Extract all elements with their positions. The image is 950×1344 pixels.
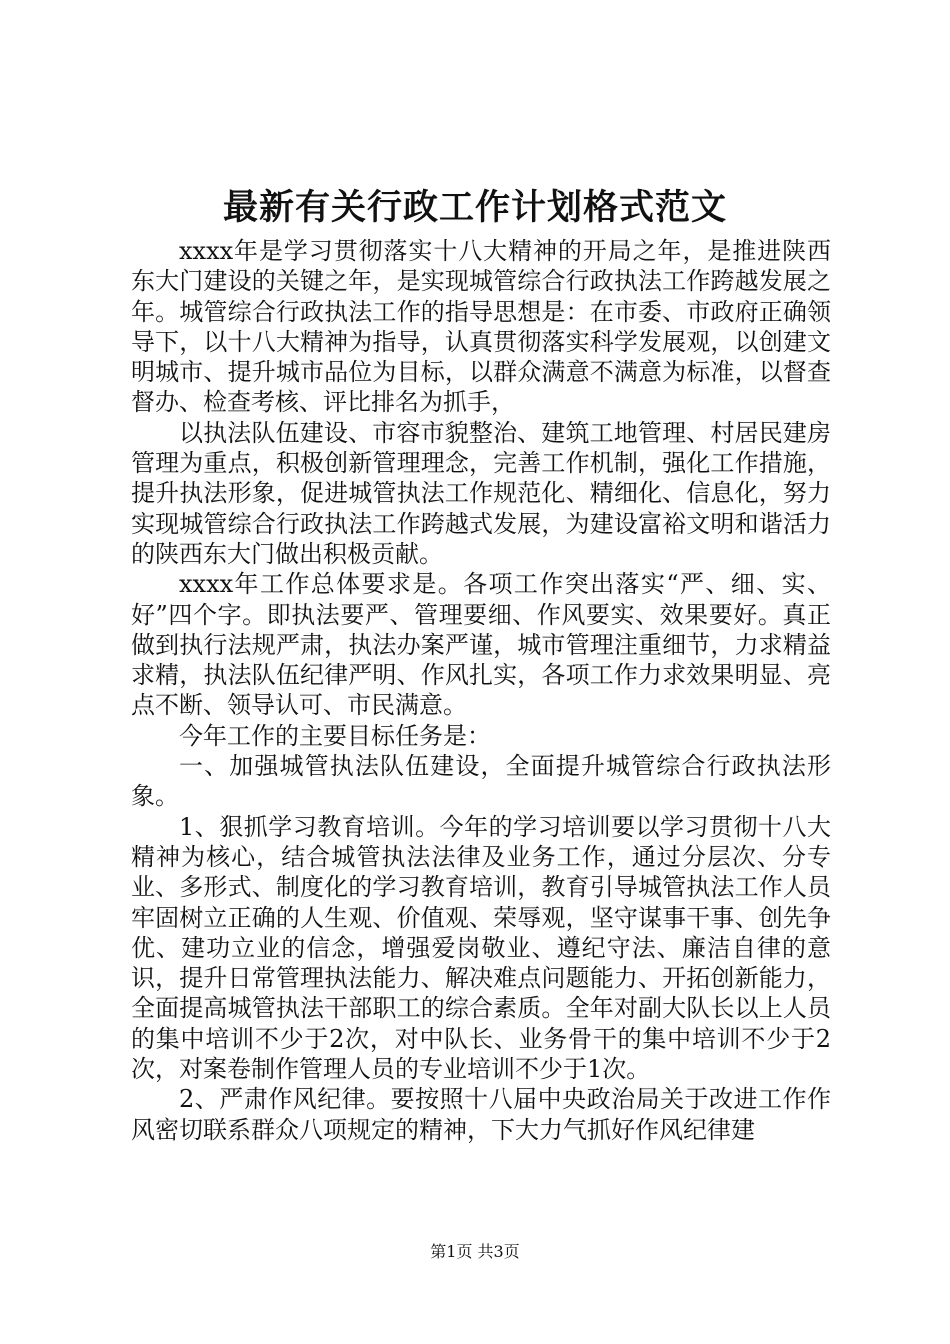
paragraph: 以执法队伍建设、市容市貌整治、建筑工地管理、村居民建房管理为重点，积极创新管理理念，完善工作机制，强化工作措施，提升执法形象，促进城管执法工作规范化、精细化、信息化，努力实现城管综合行政执法工作跨越式发展，为建设富裕文明和谐活力的陕西东大门做出积极贡献。 [131, 418, 831, 568]
paragraph: 今年工作的主要目标任务是： [179, 721, 491, 750]
paragraph: 2、严肃作风纪律。要按照十八届中央政治局关于改进工作作风密切联系群众八项规定的精神，下大力气抓好作风纪律建 [131, 1085, 831, 1144]
paragraph: xxxx年工作总体要求是。各项工作突出落实“严、细、实、好”四个字。即执法要严、管理要细、作风要实、效果要好。真正做到执行法规严肃，执法办案严谨，城市管理注重细节，力求精益求精，执法队伍纪律严明、作风扎实，各项工作力求效果明显、亮点不断、领导认可、市民满意。 [131, 570, 831, 720]
paragraph: xxxx年是学习贯彻落实十八大精神的开局之年，是推进陕西东大门建设的关键之年，是实现城管综合行政执法工作跨越发展之年。城管综合行政执法工作的指导思想是：在市委、市政府正确领导下，以十八大精神为指导，认真贯彻落实科学发展观，以创建文明城市、提升城市品位为目标，以群众满意不满意为标准，以督查督办、检查考核、评比排名为抓手， [131, 237, 831, 417]
document-title: 最新有关行政工作计划格式范文 [222, 187, 727, 228]
page-footer: 第1页 共3页 [430, 1242, 520, 1261]
section-heading: 一、加强城管执法队伍建设，全面提升城管综合行政执法形象。 [131, 752, 831, 811]
document-body [131, 236, 831, 1145]
paragraph: 1、狠抓学习教育培训。今年的学习培训要以学习贯彻十八大精神为核心，结合城管执法法律及业务工作，通过分层次、分专业、多形式、制度化的学习教育培训，教育引导城管执法工作人员牢固树立正确的人生观、价值观、荣辱观，坚守谋事干事、创先争优、建功立业的信念，增强爱岗敬业、遵纪守法、廉洁自律的意识，提升日常管理执法能力、解决难点问题能力、开拓创新能力，全面提高城管执法干部职工的综合素质。全年对副大队长以上人员的集中培训不少于2次，对中队长、业务骨干的集中培训不少于2次，对案卷制作管理人员的专业培训不少于1次。 [131, 812, 831, 1084]
